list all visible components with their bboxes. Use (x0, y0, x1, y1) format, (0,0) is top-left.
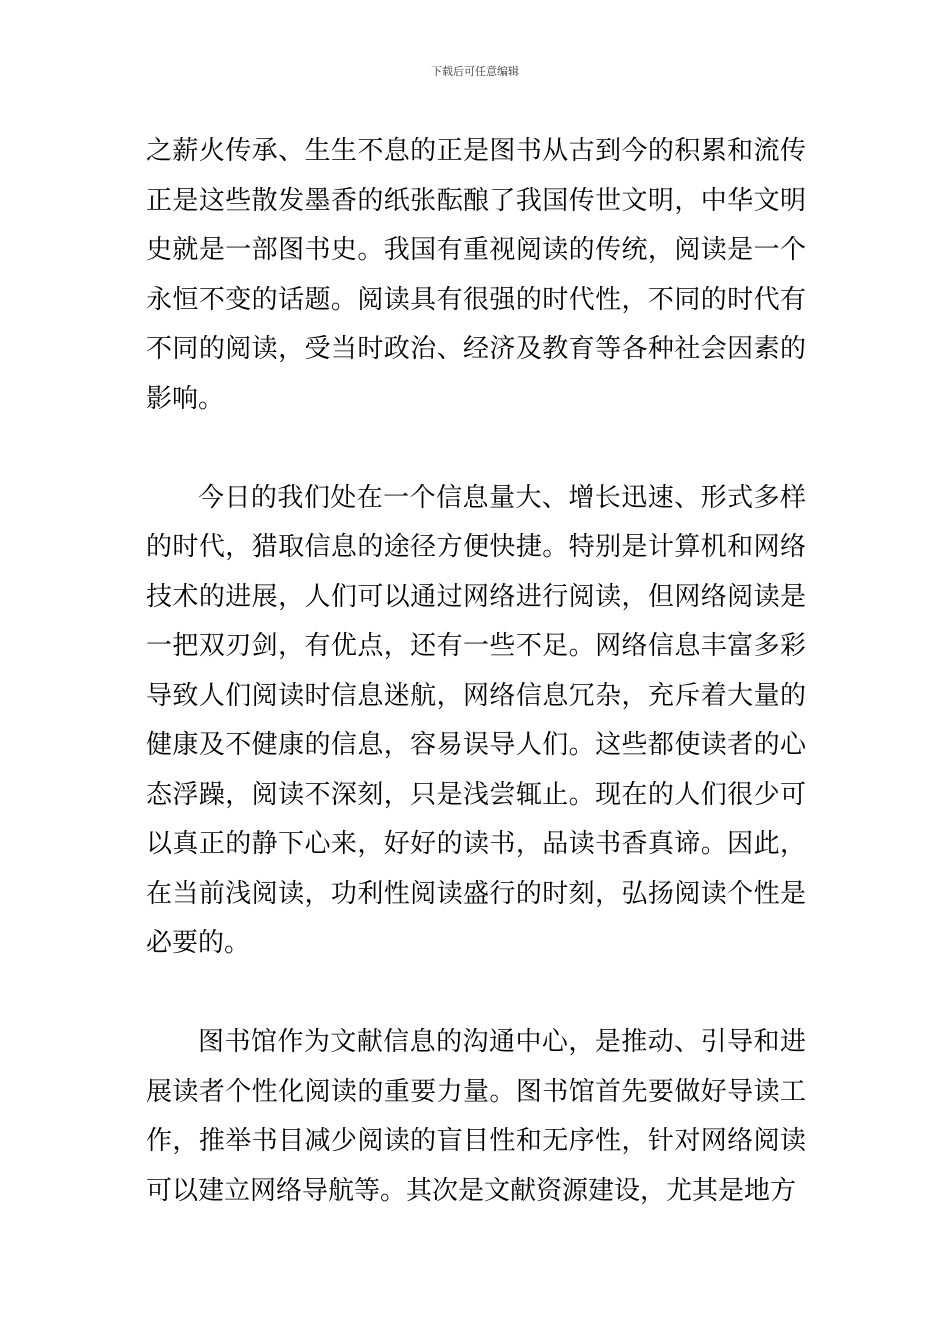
paragraph-gap (146, 424, 806, 474)
paragraph-1: 之薪火传承、生生不息的正是图书从古到今的积累和流传正是这些散发墨香的纸张酝酿了我国传世文明，中华文明史就是一部图书史。我国有重视阅读的传统，阅读是一个永恒不变的话题。阅读具有很强的时代性，不同的时代有不同的阅读，受当时政治、经济及教育等各种社会因素的影响。 (146, 136, 806, 414)
paragraph-3: 图书馆作为文献信息的沟通中心，是推动、引导和进展读者个性化阅读的重要力量。图书馆首先要做好导读工作，推举书目减少阅读的盲目性和无序性，针对网络阅读可以建立网络导航等。其次是文献资源建设，尤其是地方 (146, 1027, 806, 1206)
page-header: 下载后可任意编辑 (431, 65, 519, 78)
paragraph-gap (146, 969, 806, 1019)
paragraph-2: 今日的我们处在一个信息量大、增长迅速、形式多样的时代，猎取信息的途径方便快捷。特别是计算机和网络技术的进展，人们可以通过网络进行阅读，但网络阅读是一把双刃剑，有优点，还有一些不足。网络信息丰富多彩导致人们阅读时信息迷航，网络信息冗杂，充斥着大量的健康及不健康的信息，容易误导人们。这些都使读者的心态浮躁，阅读不深刻，只是浅尝辄止。现在的人们很少可以真正的静下心来，好好的读书，品读书香真谛。因此，在当前浅阅读，功利性阅读盛行的时刻，弘扬阅读个性是必要的。 (146, 482, 806, 958)
document-body (146, 127, 806, 1216)
